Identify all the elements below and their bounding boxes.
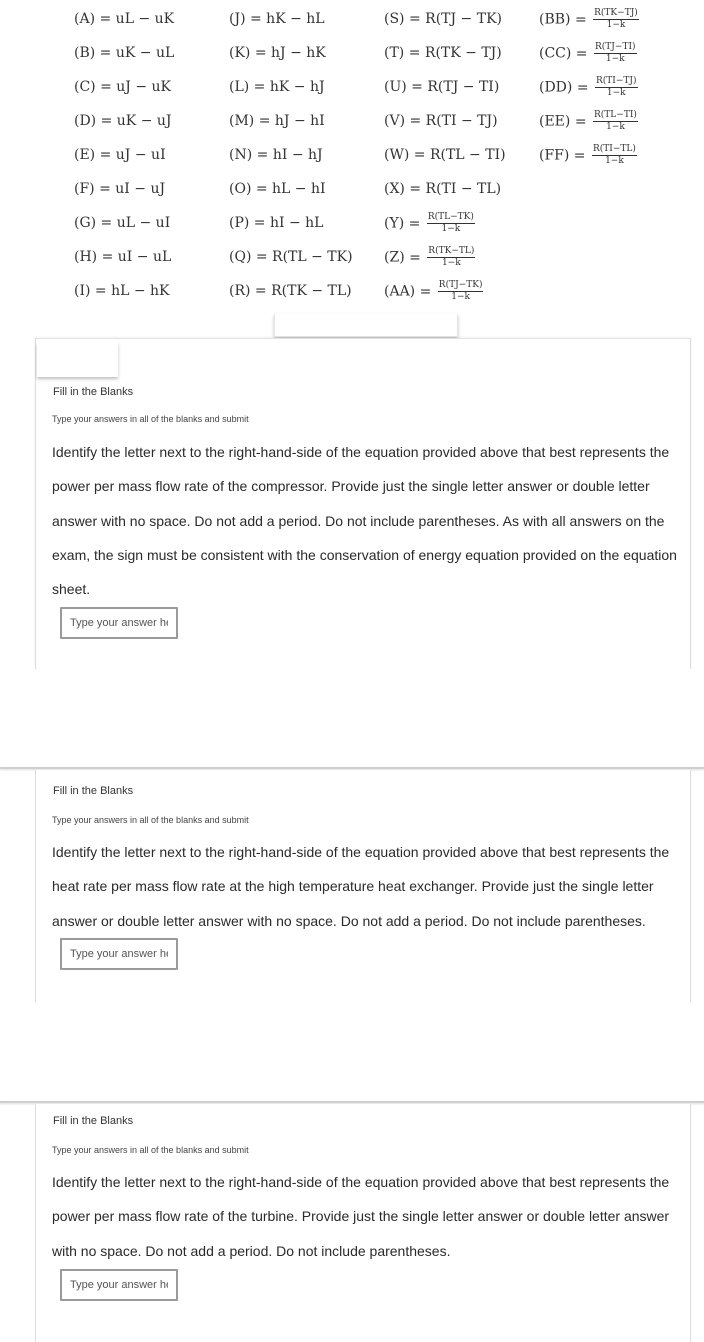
equation-item xyxy=(384,213,475,233)
panel-stub xyxy=(274,314,458,337)
equation-item xyxy=(539,9,639,29)
equation-item xyxy=(384,43,502,63)
equation-rhs: = uI − uJ xyxy=(94,181,166,197)
equation-item xyxy=(229,111,325,131)
equation-item xyxy=(539,43,637,63)
equation-rhs: = hI − hJ xyxy=(252,147,323,163)
answer-input-2[interactable] xyxy=(60,938,178,970)
equation-label: (S) xyxy=(384,11,405,27)
equation-item xyxy=(74,43,174,63)
equation-label: (V) xyxy=(384,113,406,129)
question-text: Identify the letter next to the right-hand-side of the equation provided above that best represents the power per mass flow rate of the turbine. Provide just the single letter answer or double letter answer with no space. Do not add a period. Do not include parentheses. xyxy=(52,1174,670,1259)
equation-fraction: = $\frac{R(TL-TI)}{1-k}$ xyxy=(570,110,637,132)
section-divider xyxy=(0,767,704,769)
question-instruction: Type your answers in all of the blanks and submit xyxy=(52,1145,249,1155)
panel-tab xyxy=(37,342,118,377)
equation-label: (X) xyxy=(384,181,405,197)
equation-label: (U) xyxy=(384,79,407,95)
equation-item xyxy=(384,111,498,131)
equation-rhs: = R(TL − TI) xyxy=(409,147,506,163)
equation-item xyxy=(384,281,483,301)
equation-item xyxy=(384,247,475,267)
equation-item xyxy=(74,213,170,233)
equation-label: (BB) xyxy=(539,11,571,28)
equation-item xyxy=(539,145,637,165)
equation-label: (M) xyxy=(229,113,255,129)
equation-rhs: = hL − hI xyxy=(251,181,326,197)
equation-label: (G) xyxy=(74,215,97,231)
question-text: Identify the letter next to the right-hand-side of the equation provided above that best represents the heat rate per mass flow rate at the high temperature heat exchanger. Provide just the single letter answer or double letter answer with no space. Do not add a period. Do not include parentheses. xyxy=(52,844,670,929)
equation-rhs: = uK − uL xyxy=(95,45,175,61)
equation-item xyxy=(229,9,325,29)
equation-label: (K) xyxy=(229,45,251,61)
equation-label: (Z) xyxy=(384,249,405,266)
equation-rhs: = hJ − hI xyxy=(254,113,325,129)
equation-item xyxy=(74,9,174,29)
equation-rhs: = R(TI − TJ) xyxy=(405,113,498,129)
equation-rhs: = R(TK − TJ) xyxy=(404,45,502,61)
equation-fraction: = $\frac{R(TK-TL)}{1-k}$ xyxy=(404,246,475,268)
equation-item xyxy=(384,9,502,29)
equation-item xyxy=(384,77,499,97)
equation-rhs: = uJ − uI xyxy=(95,147,166,163)
equation-label: (FF) xyxy=(539,147,570,164)
equation-rhs: = uK − uJ xyxy=(96,113,172,129)
equation-rhs: = R(TL − TK) xyxy=(251,249,353,265)
equation-item xyxy=(229,77,325,97)
equation-item xyxy=(229,281,352,301)
equation-label: (EE) xyxy=(539,113,571,130)
equation-rhs: = uJ − uK xyxy=(95,79,172,95)
equation-rhs: = R(TK − TL) xyxy=(250,283,352,299)
equation-item xyxy=(74,247,171,267)
question-type-label: Fill in the Blanks xyxy=(53,1115,134,1127)
equation-rhs: = hI − hL xyxy=(249,215,324,231)
equation-rhs: = hK − hJ xyxy=(249,79,325,95)
equation-fraction: = $\frac{R(TL-TK)}{1-k}$ xyxy=(404,212,474,234)
equation-item xyxy=(384,179,501,199)
equation-label: (H) xyxy=(74,249,98,265)
equation-label: (L) xyxy=(229,79,250,95)
equation-fraction: = $\frac{R(TI-TL)}{1-k}$ xyxy=(569,144,636,166)
equation-rhs: = uL − uI xyxy=(96,215,171,231)
question-type-label: Fill in the Blanks xyxy=(53,785,134,797)
equation-rhs: = uI − uL xyxy=(97,249,172,265)
equation-rhs: = R(TJ − TI) xyxy=(406,79,500,95)
equation-item xyxy=(229,247,353,267)
equation-item xyxy=(229,145,323,165)
equation-label: (P) xyxy=(229,215,250,231)
equation-fraction: = $\frac{R(TI-TJ)}{1-k}$ xyxy=(572,76,637,98)
equation-rhs: = hK − hL xyxy=(245,11,325,27)
equation-label: (J) xyxy=(229,11,246,27)
equation-reference xyxy=(0,0,704,300)
equation-rhs: = R(TI − TL) xyxy=(404,181,502,197)
equation-fraction: = $\frac{R(TK-TJ)}{1-k}$ xyxy=(570,8,638,30)
equation-fraction: = $\frac{R(TJ-TK)}{1-k}$ xyxy=(415,280,483,302)
equation-label: (DD) xyxy=(539,79,573,96)
answer-input-3[interactable] xyxy=(60,1269,178,1301)
equation-label: (AA) xyxy=(384,283,416,300)
equation-label: (W) xyxy=(384,147,410,163)
question-instruction: Type your answers in all of the blanks and submit xyxy=(52,815,249,825)
equation-label: (A) xyxy=(74,11,96,27)
equation-rhs: = uL − uK xyxy=(95,11,175,27)
equation-label: (T) xyxy=(384,45,405,61)
answer-input-1[interactable] xyxy=(60,607,178,639)
equation-item xyxy=(539,77,638,97)
equation-label: (F) xyxy=(74,181,95,197)
equation-label: (C) xyxy=(74,79,96,95)
equation-item xyxy=(74,77,171,97)
equation-label: (I) xyxy=(74,283,91,299)
equation-item xyxy=(229,43,326,63)
equation-rhs: = hJ − hK xyxy=(250,45,326,61)
question-type-label: Fill in the Blanks xyxy=(53,386,134,398)
equation-label: (R) xyxy=(229,283,251,299)
equation-item xyxy=(539,111,638,131)
equation-label: (N) xyxy=(229,147,253,163)
equation-item xyxy=(229,213,323,233)
equation-label: (Y) xyxy=(384,215,405,232)
section-divider xyxy=(0,1101,704,1103)
equation-item xyxy=(74,145,166,165)
question-instruction: Type your answers in all of the blanks and submit xyxy=(52,414,249,424)
equation-item xyxy=(74,281,170,301)
equation-rhs: = hL − hK xyxy=(90,283,170,299)
question-text: Identify the letter next to the right-hand-side of the equation provided above that best represents the power per mass flow rate of the compressor. Provide just the single letter answer or double letter answer with no space. Do not add a period. Do not include parentheses. As with all answers on the exam, the sign must be consistent with the conservation of energy equation provided on the equation sheet. xyxy=(52,444,677,598)
equation-item xyxy=(74,179,165,199)
equation-label: (CC) xyxy=(539,45,572,62)
equation-rhs: = R(TJ − TK) xyxy=(404,11,502,27)
equation-label: (B) xyxy=(74,45,96,61)
equation-item xyxy=(384,145,506,165)
equation-label: (O) xyxy=(229,181,252,197)
equation-item xyxy=(74,111,172,131)
equation-fraction: = $\frac{R(TJ-TI)}{1-k}$ xyxy=(571,42,636,64)
equation-label: (E) xyxy=(74,147,96,163)
equation-item xyxy=(229,179,326,199)
equation-label: (D) xyxy=(74,113,97,129)
equation-label: (Q) xyxy=(229,249,252,265)
